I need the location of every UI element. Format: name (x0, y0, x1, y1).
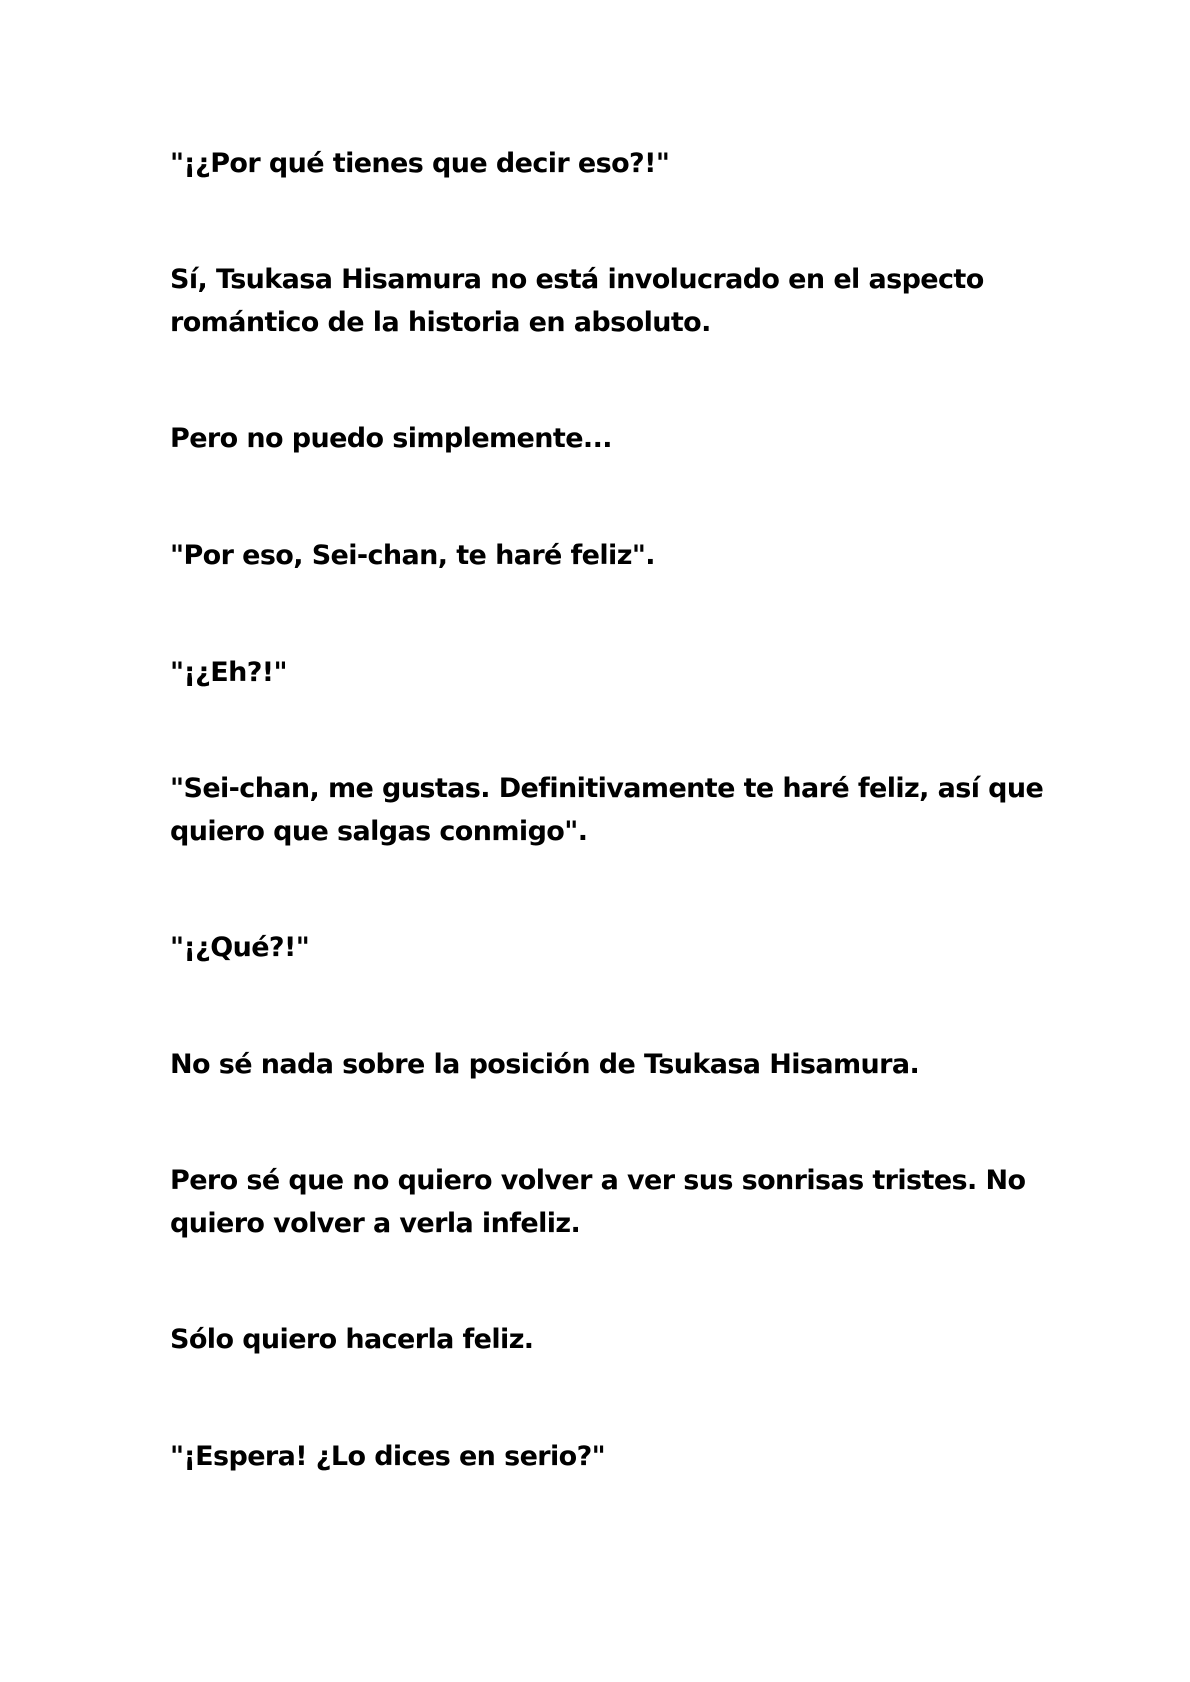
paragraph-10: Sólo quiero hacerla feliz. (170, 1324, 534, 1355)
paragraph-3: Pero no puedo simplemente... (170, 423, 612, 454)
paragraph-6: "Sei-chan, me gustas. Definitivamente te haré feliz, así que quiero que salgas conmigo". (170, 773, 1044, 847)
paragraph-9: Pero sé que no quiero volver a ver sus sonrisas tristes. No quiero volver a verla infeliz. (170, 1165, 1026, 1239)
paragraph-2: Sí, Tsukasa Hisamura no está involucrado en el aspecto romántico de la historia en absoluto. (170, 264, 984, 338)
paragraph-4: "Por eso, Sei-chan, te haré feliz". (170, 540, 655, 571)
paragraph-5: "¡¿Eh?!" (170, 657, 287, 688)
paragraph-1: "¡¿Por qué tienes que decir eso?!" (170, 148, 670, 179)
paragraph-8: No sé nada sobre la posición de Tsukasa Hisamura. (170, 1049, 920, 1080)
paragraph-11: "¡Espera! ¿Lo dices en serio?" (170, 1441, 606, 1472)
paragraph-7: "¡¿Qué?!" (170, 932, 310, 963)
